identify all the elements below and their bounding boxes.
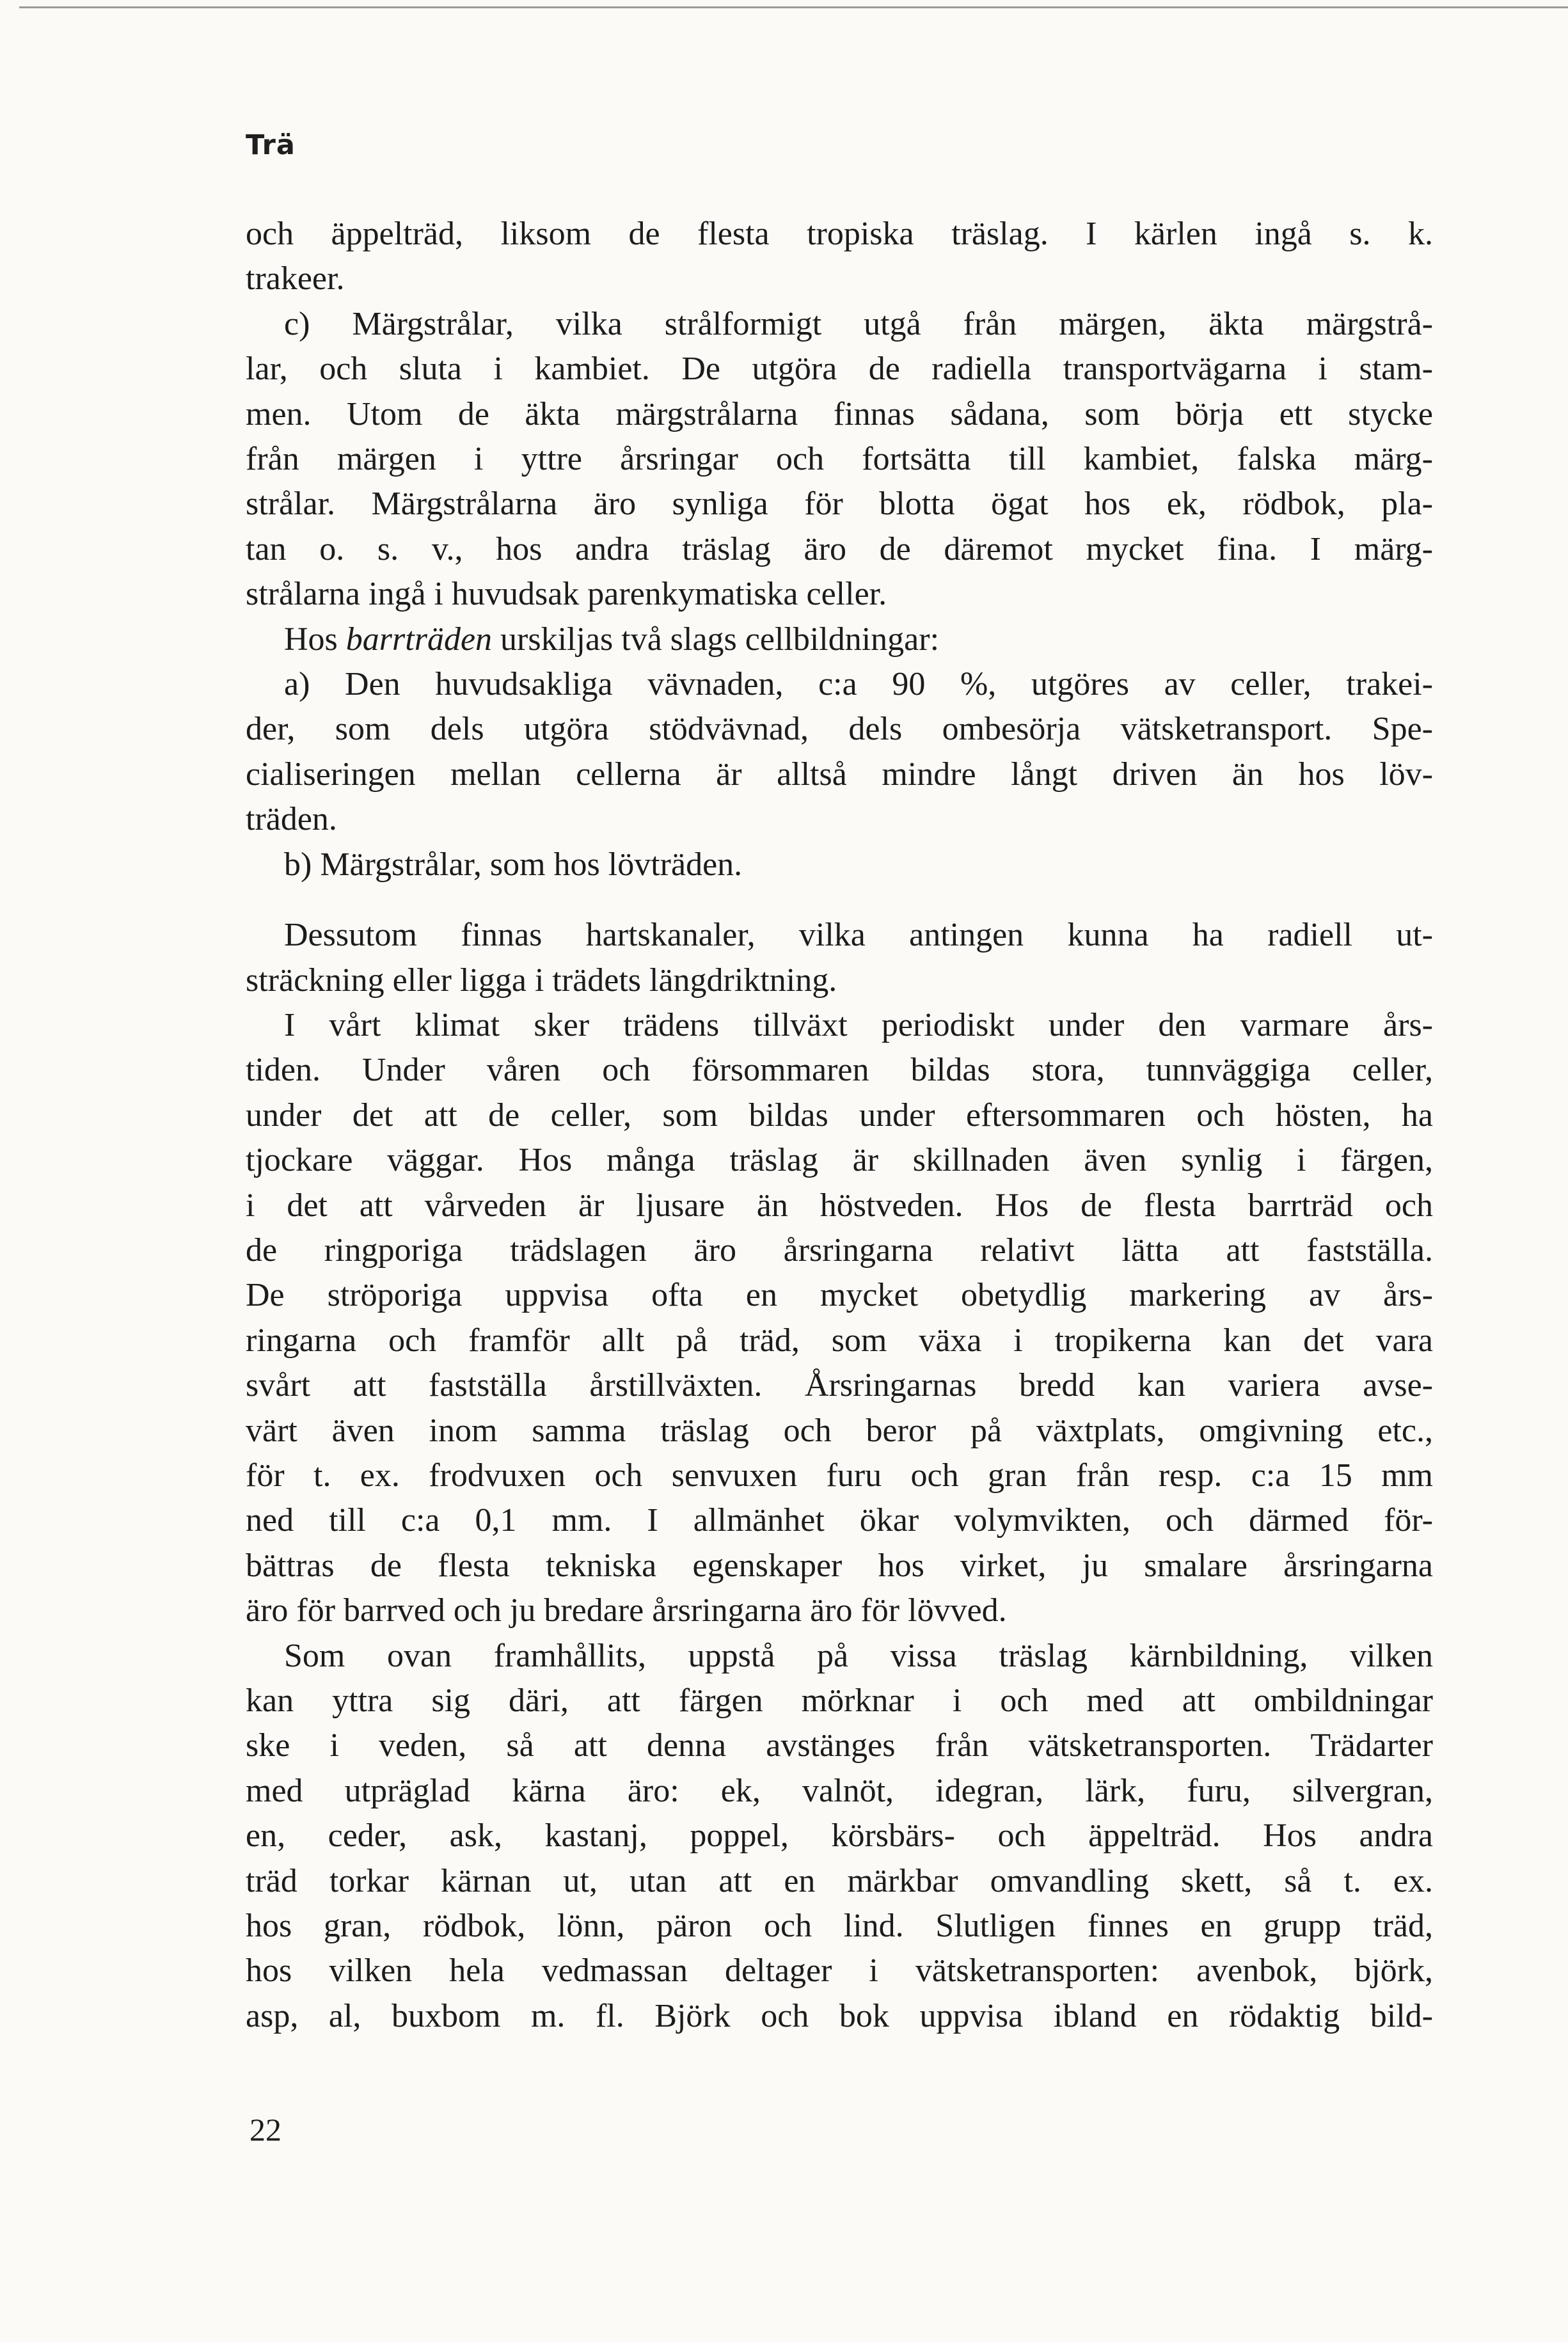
body-text: [246, 212, 1433, 2039]
text-line: äro för barrved och ju bredare årsringarna äro för lövved.: [246, 1592, 1007, 1629]
text-line: en, ceder, ask, kastanj, poppel, körsbärs- och äppelträd. Hos andra: [246, 1817, 1433, 1855]
text-line: Dessutom finnas hartskanaler, vilka antingen kunna ha radiell ut-: [284, 917, 1433, 954]
text-line: under det att de celler, som bildas under eftersommaren och hösten, ha: [246, 1096, 1433, 1134]
text-line: ned till c:a 0,1 mm. I allmänhet ökar volymvikten, och därmed för-: [246, 1502, 1433, 1539]
text-line: träden.: [246, 801, 337, 838]
paragraph: [246, 1003, 1433, 1634]
text-line: b) Märgstrålar, som hos lövträden.: [284, 846, 743, 883]
text-line: c) Märgstrålar, vilka strålformigt utgå från märgen, äkta märgstrå-: [284, 305, 1433, 342]
paragraph: [246, 1634, 1433, 2039]
text-line: hos vilken hela vedmassan deltager i vätsketransporten: avenbok, björk,: [246, 1952, 1433, 1990]
text-line: lar, och sluta i kambiet. De utgöra de radiella transportvägarna i stam-: [246, 351, 1433, 388]
text-line: der, som dels utgöra stödvävnad, dels ombesörja vätsketransport. Spe-: [246, 711, 1433, 748]
paragraph-gap: [246, 887, 1433, 913]
text-line: I vårt klimat sker trädens tillväxt periodiskt under den varmare års-: [284, 1006, 1433, 1043]
running-head: Trä: [246, 129, 296, 161]
paragraph: [246, 843, 1433, 887]
text-line: från märgen i yttre årsringar och fortsätta till kambiet, falska märg-: [246, 441, 1433, 478]
text-line: tan o. s. v., hos andra träslag äro de däremot mycket fina. I märg-: [246, 530, 1433, 567]
text-line: för t. ex. frodvuxen och senvuxen furu och gran från resp. c:a 15 mm: [246, 1457, 1433, 1494]
paragraph: [246, 212, 1433, 302]
text-line: asp, al, buxbom m. fl. Björk och bok uppvisa ibland en rödaktig bild-: [246, 1997, 1433, 2034]
text-line: strålarna ingå i huvudsak parenkymatiska celler.: [246, 576, 887, 613]
page-number: 22: [249, 2112, 281, 2148]
paragraph: [246, 662, 1433, 843]
text-line: kan yttra sig däri, att färgen mörknar i och med att ombildningar: [246, 1682, 1433, 1719]
text-line: värt även inom samma träslag och beror på växtplats, omgivning etc.,: [246, 1412, 1433, 1449]
italic-term: barrträden: [345, 621, 493, 658]
paragraph: [246, 617, 1433, 662]
text-line: strålar. Märgstrålarna äro synliga för blotta ögat hos ek, rödbok, pla-: [246, 486, 1433, 523]
text-line: men. Utom de äkta märgstrålarna finnas sådana, som börja ett stycke: [246, 395, 1433, 432]
text-line: De ströporiga uppvisa ofta en mycket obetydlig markering av års-: [246, 1277, 1433, 1314]
top-rule: [19, 6, 1568, 8]
text-line: tiden. Under våren och försommaren bildas stora, tunnväggiga celler,: [246, 1052, 1433, 1089]
text-line: svårt att fastställa årstillväxten. Årsringarnas bredd kan variera avse-: [246, 1367, 1433, 1404]
text-line: bättras de flesta tekniska egenskaper hos virket, ju smalare årsringarna: [246, 1547, 1433, 1584]
text-line: ske i veden, så att denna avstänges från vätsketransporten. Trädarter: [246, 1727, 1433, 1764]
paragraph: [246, 913, 1433, 1003]
text-line: med utpräglad kärna äro: ek, valnöt, idegran, lärk, furu, silvergran,: [246, 1772, 1433, 1809]
text-line: ringarna och framför allt på träd, som växa i tropikerna kan det vara: [246, 1322, 1433, 1359]
text-line: Som ovan framhållits, uppstå på vissa träslag kärnbildning, vilken: [284, 1637, 1433, 1674]
text-line: sträckning eller ligga i trädets längdriktning.: [246, 961, 837, 999]
paragraph: [246, 302, 1433, 617]
text-line: träd torkar kärnan ut, utan att en märkbar omvandling skett, så t. ex.: [246, 1862, 1433, 1899]
text-line: tjockare väggar. Hos många träslag är skillnaden även synlig i färgen,: [246, 1142, 1433, 1179]
text-line: hos gran, rödbok, lönn, päron och lind. Slutligen finnes en grupp träd,: [246, 1908, 1433, 1945]
text-line: Hos barrträden urskiljas två slags cellbildningar:: [284, 621, 940, 658]
text-line: de ringporiga trädslagen äro årsringarna relativt lätta att fastställa.: [246, 1231, 1433, 1269]
text-line: cialiseringen mellan cellerna är alltså mindre långt driven än hos löv-: [246, 756, 1433, 793]
text-line: i det att vårveden är ljusare än höstveden. Hos de flesta barrträd och: [246, 1187, 1433, 1224]
text-line: och äppelträd, liksom de flesta tropiska träslag. I kärlen ingå s. k.: [246, 216, 1433, 252]
text-line: a) Den huvudsakliga vävnaden, c:a 90 %, utgöres av celler, trakei-: [284, 666, 1433, 703]
text-line: trakeer.: [246, 260, 345, 297]
